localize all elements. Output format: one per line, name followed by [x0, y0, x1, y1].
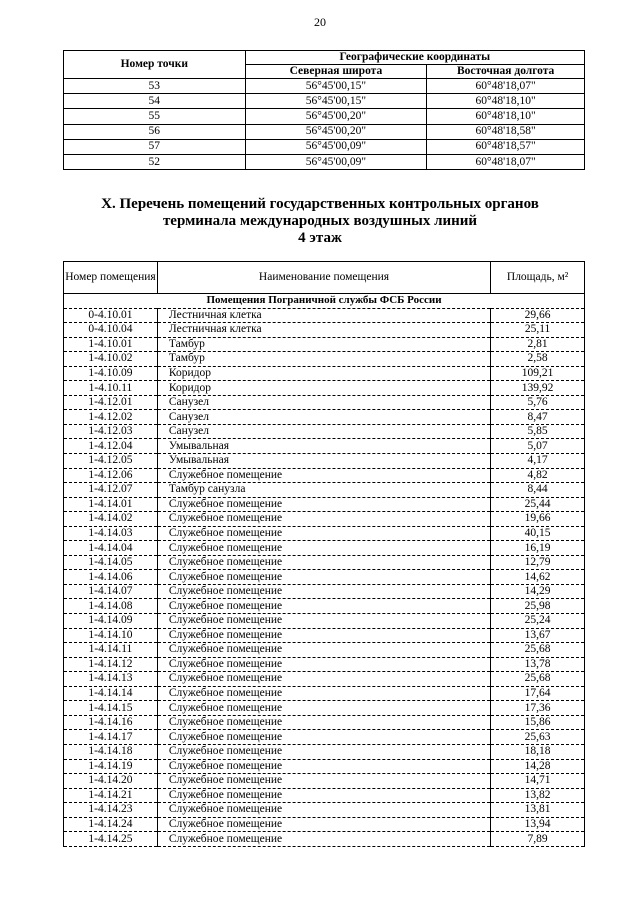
room-row	[64, 788, 585, 803]
east-longitude-header: Восточная долгота	[427, 65, 585, 79]
east-longitude-cell: 60°48'18,10"	[427, 109, 585, 124]
room-number-cell: 1-4.14.09	[64, 614, 158, 629]
room-name-header: Наименование помещения	[157, 262, 490, 294]
room-area-cell: 16,19	[491, 541, 585, 556]
group-title-fsb: Помещения Пограничной службы ФСБ России	[64, 294, 585, 309]
room-area-cell: 29,66	[491, 308, 585, 323]
room-number-cell: 1-4.14.06	[64, 570, 158, 585]
room-number-cell: 1-4.14.10	[64, 628, 158, 643]
room-area-cell: 13,82	[491, 788, 585, 803]
room-row	[64, 744, 585, 759]
room-area-cell: 19,66	[491, 512, 585, 527]
room-area-cell: 13,67	[491, 628, 585, 643]
room-number-cell: 1-4.14.03	[64, 526, 158, 541]
room-row	[64, 584, 585, 599]
room-row	[64, 832, 585, 847]
room-number-cell: 1-4.10.01	[64, 337, 158, 352]
room-name-cell: Служебное помещение	[157, 584, 490, 599]
room-name-cell: Лестничная клетка	[157, 323, 490, 338]
room-row	[64, 730, 585, 745]
room-name-cell: Тамбур	[157, 352, 490, 367]
north-latitude-cell: 56°45'00,20"	[245, 124, 427, 139]
point-number-cell: 52	[64, 154, 246, 169]
room-name-cell: Тамбур санузла	[157, 483, 490, 498]
room-number-cell: 1-4.14.14	[64, 686, 158, 701]
room-row	[64, 701, 585, 716]
coordinates-table	[63, 50, 585, 170]
area-header: Площадь, м²	[491, 262, 585, 294]
room-name-cell: Служебное помещение	[157, 614, 490, 629]
room-number-cell: 1-4.10.11	[64, 381, 158, 396]
room-name-cell: Служебное помещение	[157, 570, 490, 585]
room-number-cell: 1-4.14.08	[64, 599, 158, 614]
room-number-cell: 1-4.10.02	[64, 352, 158, 367]
room-area-cell: 12,79	[491, 555, 585, 570]
room-name-cell: Служебное помещение	[157, 599, 490, 614]
room-row	[64, 424, 585, 439]
room-name-cell: Служебное помещение	[157, 686, 490, 701]
room-name-cell: Умывальная	[157, 454, 490, 469]
room-number-cell: 1-4.14.13	[64, 672, 158, 687]
room-name-cell: Коридор	[157, 366, 490, 381]
room-row	[64, 512, 585, 527]
room-number-cell: 0-4.10.04	[64, 323, 158, 338]
room-row	[64, 759, 585, 774]
room-row	[64, 483, 585, 498]
room-area-cell: 2,81	[491, 337, 585, 352]
room-number-cell: 1-4.14.21	[64, 788, 158, 803]
room-row	[64, 497, 585, 512]
room-name-cell: Служебное помещение	[157, 715, 490, 730]
room-area-cell: 25,68	[491, 643, 585, 658]
room-area-cell: 14,62	[491, 570, 585, 585]
room-area-cell: 5,85	[491, 424, 585, 439]
north-latitude-cell: 56°45'00,09"	[245, 139, 427, 154]
coord-row	[64, 79, 585, 94]
room-number-cell: 1-4.14.17	[64, 730, 158, 745]
coord-row	[64, 154, 585, 169]
room-name-cell: Санузел	[157, 410, 490, 425]
room-number-cell: 1-4.14.19	[64, 759, 158, 774]
room-number-cell: 1-4.14.18	[64, 744, 158, 759]
room-area-cell: 109,21	[491, 366, 585, 381]
room-name-cell: Служебное помещение	[157, 730, 490, 745]
room-row	[64, 774, 585, 789]
room-area-cell: 18,18	[491, 744, 585, 759]
room-number-cell: 1-4.14.05	[64, 555, 158, 570]
room-number-cell: 1-4.14.04	[64, 541, 158, 556]
room-number-cell: 1-4.14.15	[64, 701, 158, 716]
room-number-cell: 1-4.12.05	[64, 454, 158, 469]
room-row	[64, 817, 585, 832]
room-number-cell: 1-4.12.04	[64, 439, 158, 454]
room-row	[64, 555, 585, 570]
room-number-cell: 1-4.14.07	[64, 584, 158, 599]
room-row	[64, 381, 585, 396]
room-area-cell: 14,71	[491, 774, 585, 789]
room-area-cell: 40,15	[491, 526, 585, 541]
room-number-cell: 1-4.12.03	[64, 424, 158, 439]
room-area-cell: 17,36	[491, 701, 585, 716]
room-name-cell: Служебное помещение	[157, 512, 490, 527]
room-row	[64, 410, 585, 425]
room-name-cell: Служебное помещение	[157, 657, 490, 672]
geo-coordinates-header: Географические координаты	[245, 51, 584, 65]
room-name-cell: Санузел	[157, 395, 490, 410]
room-number-cell: 1-4.14.24	[64, 817, 158, 832]
room-area-cell: 7,89	[491, 832, 585, 847]
room-number-cell: 1-4.14.02	[64, 512, 158, 527]
room-row	[64, 395, 585, 410]
room-number-cell: 1-4.10.09	[64, 366, 158, 381]
room-row	[64, 672, 585, 687]
point-number-cell: 53	[64, 79, 246, 94]
room-area-cell: 14,29	[491, 584, 585, 599]
point-number-cell: 54	[64, 94, 246, 109]
room-name-cell: Служебное помещение	[157, 788, 490, 803]
east-longitude-cell: 60°48'18,07"	[427, 154, 585, 169]
room-row	[64, 526, 585, 541]
room-number-cell: 1-4.14.25	[64, 832, 158, 847]
room-row	[64, 323, 585, 338]
room-row	[64, 541, 585, 556]
room-name-cell: Лестничная клетка	[157, 308, 490, 323]
north-latitude-cell: 56°45'00,15"	[245, 79, 427, 94]
room-area-cell: 5,76	[491, 395, 585, 410]
room-name-cell: Служебное помещение	[157, 497, 490, 512]
room-row	[64, 686, 585, 701]
room-row	[64, 468, 585, 483]
room-name-cell: Служебное помещение	[157, 672, 490, 687]
room-area-cell: 15,86	[491, 715, 585, 730]
rooms-table	[63, 261, 585, 847]
room-row	[64, 614, 585, 629]
room-name-cell: Коридор	[157, 381, 490, 396]
room-area-cell: 13,94	[491, 817, 585, 832]
room-row	[64, 657, 585, 672]
coord-row	[64, 124, 585, 139]
room-area-cell: 25,68	[491, 672, 585, 687]
north-latitude-cell: 56°45'00,15"	[245, 94, 427, 109]
room-row	[64, 599, 585, 614]
room-area-cell: 25,44	[491, 497, 585, 512]
room-row	[64, 366, 585, 381]
room-row	[64, 643, 585, 658]
section-title-floor: 4 этаж	[298, 230, 342, 246]
room-name-cell: Служебное помещение	[157, 468, 490, 483]
room-row	[64, 628, 585, 643]
east-longitude-cell: 60°48'18,07"	[427, 79, 585, 94]
room-area-cell: 25,11	[491, 323, 585, 338]
room-name-cell: Умывальная	[157, 439, 490, 454]
room-name-cell: Служебное помещение	[157, 832, 490, 847]
room-area-cell: 2,58	[491, 352, 585, 367]
room-area-cell: 25,24	[491, 614, 585, 629]
room-area-cell: 13,81	[491, 803, 585, 818]
room-name-cell: Служебное помещение	[157, 628, 490, 643]
room-name-cell: Служебное помещение	[157, 817, 490, 832]
room-area-cell: 8,47	[491, 410, 585, 425]
room-row	[64, 439, 585, 454]
room-area-cell: 4,82	[491, 468, 585, 483]
room-name-cell: Служебное помещение	[157, 774, 490, 789]
room-number-cell: 1-4.14.01	[64, 497, 158, 512]
room-area-cell: 139,92	[491, 381, 585, 396]
room-number-header: Номер помещения	[64, 262, 158, 294]
room-area-cell: 8,44	[491, 483, 585, 498]
room-name-cell: Служебное помещение	[157, 759, 490, 774]
room-name-cell: Служебное помещение	[157, 541, 490, 556]
coordinates-table-body	[64, 79, 585, 170]
room-number-cell: 1-4.14.12	[64, 657, 158, 672]
north-latitude-cell: 56°45'00,09"	[245, 154, 427, 169]
section-title-line-1: X. Перечень помещений государственных контрольных органов	[101, 196, 539, 212]
room-name-cell: Служебное помещение	[157, 701, 490, 716]
point-number-cell: 55	[64, 109, 246, 124]
room-area-cell: 5,07	[491, 439, 585, 454]
room-area-cell: 14,28	[491, 759, 585, 774]
room-row	[64, 308, 585, 323]
page-number: 20	[314, 15, 326, 29]
room-area-cell: 4,17	[491, 454, 585, 469]
east-longitude-cell: 60°48'18,57"	[427, 139, 585, 154]
room-name-cell: Служебное помещение	[157, 803, 490, 818]
room-area-cell: 25,98	[491, 599, 585, 614]
room-number-cell: 1-4.14.16	[64, 715, 158, 730]
rooms-table-body	[64, 294, 585, 847]
coord-row	[64, 109, 585, 124]
room-name-cell: Тамбур	[157, 337, 490, 352]
point-number-cell: 56	[64, 124, 246, 139]
point-number-cell: 57	[64, 139, 246, 154]
room-number-cell: 1-4.12.07	[64, 483, 158, 498]
room-area-cell: 17,64	[491, 686, 585, 701]
room-name-cell: Служебное помещение	[157, 643, 490, 658]
room-number-cell: 1-4.14.11	[64, 643, 158, 658]
room-area-cell: 13,78	[491, 657, 585, 672]
north-latitude-header: Северная широта	[245, 65, 427, 79]
room-number-cell: 1-4.14.23	[64, 803, 158, 818]
room-row	[64, 803, 585, 818]
room-row	[64, 454, 585, 469]
room-name-cell: Служебное помещение	[157, 526, 490, 541]
section-title-line-2: терминала международных воздушных линий	[162, 213, 478, 229]
room-name-cell: Служебное помещение	[157, 555, 490, 570]
room-row	[64, 715, 585, 730]
east-longitude-cell: 60°48'18,58"	[427, 124, 585, 139]
room-number-cell: 0-4.10.01	[64, 308, 158, 323]
room-area-cell: 25,63	[491, 730, 585, 745]
room-row	[64, 352, 585, 367]
room-name-cell: Санузел	[157, 424, 490, 439]
coord-row	[64, 139, 585, 154]
north-latitude-cell: 56°45'00,20"	[245, 109, 427, 124]
room-number-cell: 1-4.12.02	[64, 410, 158, 425]
room-number-cell: 1-4.14.20	[64, 774, 158, 789]
point-number-header: Номер точки	[64, 51, 246, 79]
room-number-cell: 1-4.12.01	[64, 395, 158, 410]
room-row	[64, 570, 585, 585]
coord-row	[64, 94, 585, 109]
room-name-cell: Служебное помещение	[157, 744, 490, 759]
room-number-cell: 1-4.12.06	[64, 468, 158, 483]
room-row	[64, 337, 585, 352]
east-longitude-cell: 60°48'18,10"	[427, 94, 585, 109]
